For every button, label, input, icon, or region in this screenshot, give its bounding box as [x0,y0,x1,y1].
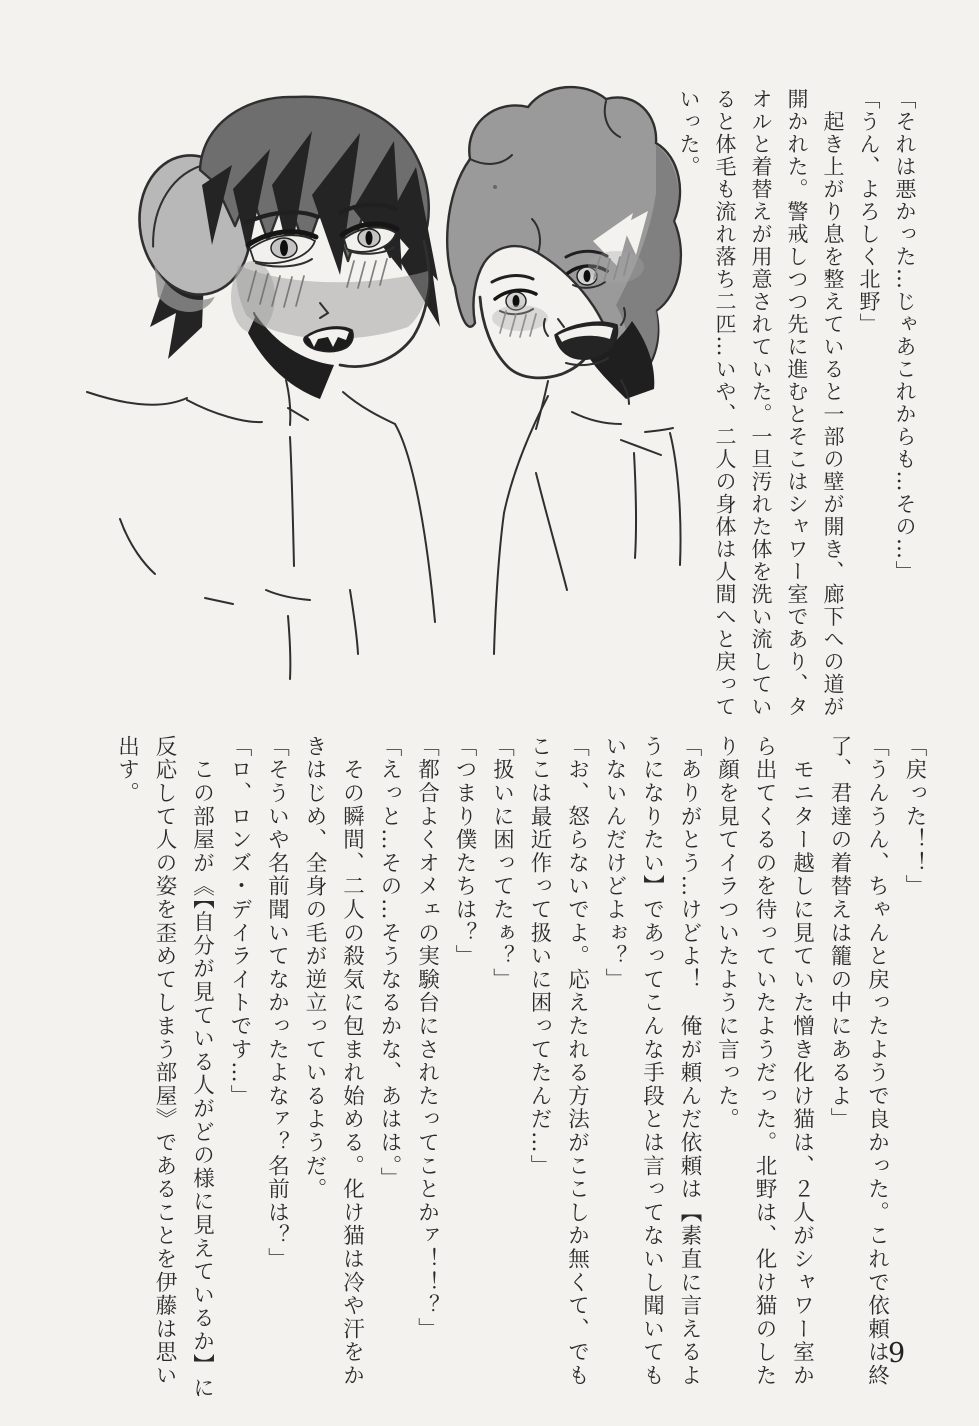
text-column: ら出てくるのを待っていたようだった。北野は、化け猫のした [752,735,777,1388]
text-column: きはじめ、全身の毛が逆立っているようだ。 [302,735,327,1201]
text-column: 了、君達の着替えは籠の中にあるよ」 [827,735,852,1132]
text-column: 開かれた。警戒しつつ先に進むとそこはシャワー室であり、タ [785,88,809,718]
text-column: 起き上がり息を整えていると一部の壁が開き、廊下への道が [821,88,845,718]
text-column: 「うんうん、ちゃんと戻ったようで良かった。これで依頼は終 [864,735,890,1388]
text-column: 「ロ、ロンズ・デイライトです…」 [227,735,252,1108]
text-column: その瞬間、二人の殺気に包まれ始める。化け猫は冷や汗をか [339,735,365,1388]
text-column: ると体毛も流れ落ち二匹…いや、二人の身体は人間へと戻って [713,88,737,718]
text-column: 「お、怒らないでよ。応えたれる方法がここしか無くて、でも [564,735,590,1388]
text-column: 出す。 [114,735,140,805]
text-column: 「戻った！！」 [902,735,927,899]
text-column: り顔を見てイラついたように言った。 [714,735,740,1132]
text-column: 「都合よくオメェの実験台にされたってことかァ！！？」 [414,735,440,1341]
text-column: 「扱いに困ってたぁ？」 [489,735,515,992]
top-text-block [678,88,915,720]
right-character [447,87,681,654]
text-column: 「そういや名前聞いてなかったよなァ？名前は？」 [264,735,290,1271]
text-column: いった。 [677,88,701,178]
text-column: いないんだけどよぉ？」 [602,735,627,992]
text-column: この部屋が《【自分が見ている人がどの様に見えているか】に [189,735,215,1400]
left-character [87,97,440,679]
text-column: ここは最近作って扱いに困ってたんだ…」 [527,735,552,1178]
text-column: 反応して人の姿を歪めてしまう部屋》であることを伊藤は思い [152,735,177,1388]
bottom-text-block [116,735,925,1413]
text-column: 「ありがとう…けどよ！ 俺が頼んだ依頼は【素直に言えるよ [677,735,702,1388]
manga-illustration [50,75,690,720]
page-number: 9 [888,1338,906,1369]
text-column: 「えっと…その…そうなるかな、あはは。」 [377,735,402,1191]
text-column: うになりたい】であってこんな手段とは言ってないし聞いても [639,735,665,1388]
text-column: オルと着替えが用意されていた。一旦汚れた体を洗い流してい [749,88,773,718]
text-column: モニター越しに見ていた憎き化け猫は、２人がシャワー室か [789,735,815,1388]
text-column: 「うん、よろしく北野」 [857,88,881,336]
text-column: 「それは悪かった…じゃあこれからも…その…」 [893,88,917,583]
text-column: 「つまり僕たちは？」 [452,735,477,968]
